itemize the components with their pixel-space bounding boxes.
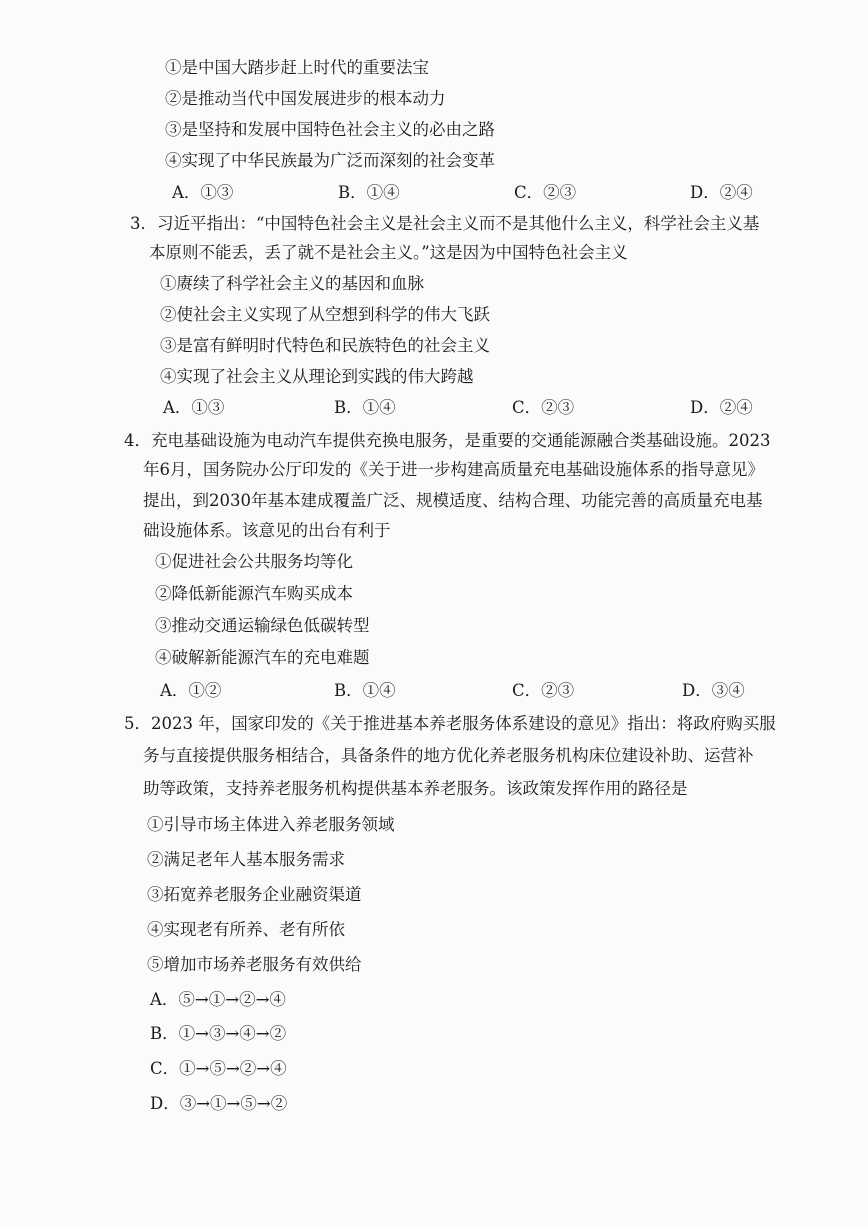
q3-stem-line-2: 本原则不能丢，丢了就不是社会主义。”这是因为中国特色社会主义 <box>149 243 628 262</box>
q4-option-a[interactable]: A．①② <box>160 681 222 700</box>
q3-item-1: ①赓续了科学社会主义的基因和血脉 <box>160 274 424 293</box>
q2-option-b[interactable]: B．①④ <box>338 183 400 202</box>
q3-option-d[interactable]: D．②④ <box>690 398 753 417</box>
q2-item-1: ①是中国大踏步赶上时代的重要法宝 <box>165 58 429 77</box>
q4-item-2: ②降低新能源汽车购买成本 <box>155 584 353 603</box>
q3-item-4: ④实现了社会主义从理论到实践的伟大跨越 <box>160 367 474 386</box>
q4-option-b[interactable]: B．①④ <box>334 681 396 700</box>
q2-option-c[interactable]: C．②③ <box>514 183 577 202</box>
q3-option-c[interactable]: C．②③ <box>512 398 575 417</box>
q4-item-4: ④破解新能源汽车的充电难题 <box>155 648 370 667</box>
q4-option-c[interactable]: C．②③ <box>512 681 575 700</box>
q4-stem-line-4: 础设施体系。该意见的出台有利于 <box>143 521 391 540</box>
q2-item-4: ④实现了中华民族最为广泛而深刻的社会变革 <box>165 151 495 170</box>
q5-stem-line-2: 务与直接提供服务相结合，具备条件的地方优化养老服务机构床位建设补助、运营补 <box>143 746 754 765</box>
q5-option-d[interactable]: D．③→①→⑤→② <box>150 1094 288 1113</box>
q2-item-3: ③是坚持和发展中国特色社会主义的必由之路 <box>165 120 495 139</box>
q5-item-4: ④实现老有所养、老有所依 <box>147 920 345 939</box>
q3-item-2: ②使社会主义实现了从空想到科学的伟大飞跃 <box>160 305 490 324</box>
q4-item-3: ③推动交通运输绿色低碳转型 <box>155 616 370 635</box>
q5-option-a[interactable]: A．⑤→①→②→④ <box>150 990 286 1009</box>
q4-option-d[interactable]: D．③④ <box>682 681 745 700</box>
q2-item-2: ②是推动当代中国发展进步的根本动力 <box>165 89 446 108</box>
q5-stem-line-3: 助等政策，支持养老服务机构提供基本养老服务。该政策发挥作用的路径是 <box>143 779 688 798</box>
q4-stem-line-2: 年6月，国务院办公厅印发的《关于进一步构建高质量充电基础设施体系的指导意见》 <box>143 460 764 479</box>
q5-item-1: ①引导市场主体进入养老服务领域 <box>147 815 395 834</box>
q4-stem-line-3: 提出，到2030年基本建成覆盖广泛、规模适度、结构合理、功能完善的高质量充电基 <box>143 491 763 510</box>
q5-option-c[interactable]: C．①→⑤→②→④ <box>150 1059 287 1078</box>
q2-option-a[interactable]: A．①③ <box>172 183 234 202</box>
q3-item-3: ③是富有鲜明时代特色和民族特色的社会主义 <box>160 336 490 355</box>
q3-option-a[interactable]: A．①③ <box>163 398 225 417</box>
q2-option-d[interactable]: D．②④ <box>690 183 753 202</box>
q4-stem-line-1: 4．充电基础设施为电动汽车提供充换电服务，是重要的交通能源融合类基础设施。2023 <box>124 431 771 450</box>
q4-item-1: ①促进社会公共服务均等化 <box>155 552 353 571</box>
q3-stem-line-1: 3．习近平指出：“中国特色社会主义是社会主义而不是其他什么主义，科学社会主义基 <box>130 214 760 233</box>
q5-item-2: ②满足老年人基本服务需求 <box>147 850 345 869</box>
q5-option-b[interactable]: B．①→③→④→② <box>150 1024 287 1043</box>
q5-stem-line-1: 5．2023 年，国家印发的《关于推进基本养老服务体系建设的意见》指出：将政府购买服 <box>124 714 776 733</box>
q3-option-b[interactable]: B．①④ <box>334 398 396 417</box>
q5-item-5: ⑤增加市场养老服务有效供给 <box>147 955 362 974</box>
q5-item-3: ③拓宽养老服务企业融资渠道 <box>147 885 362 904</box>
